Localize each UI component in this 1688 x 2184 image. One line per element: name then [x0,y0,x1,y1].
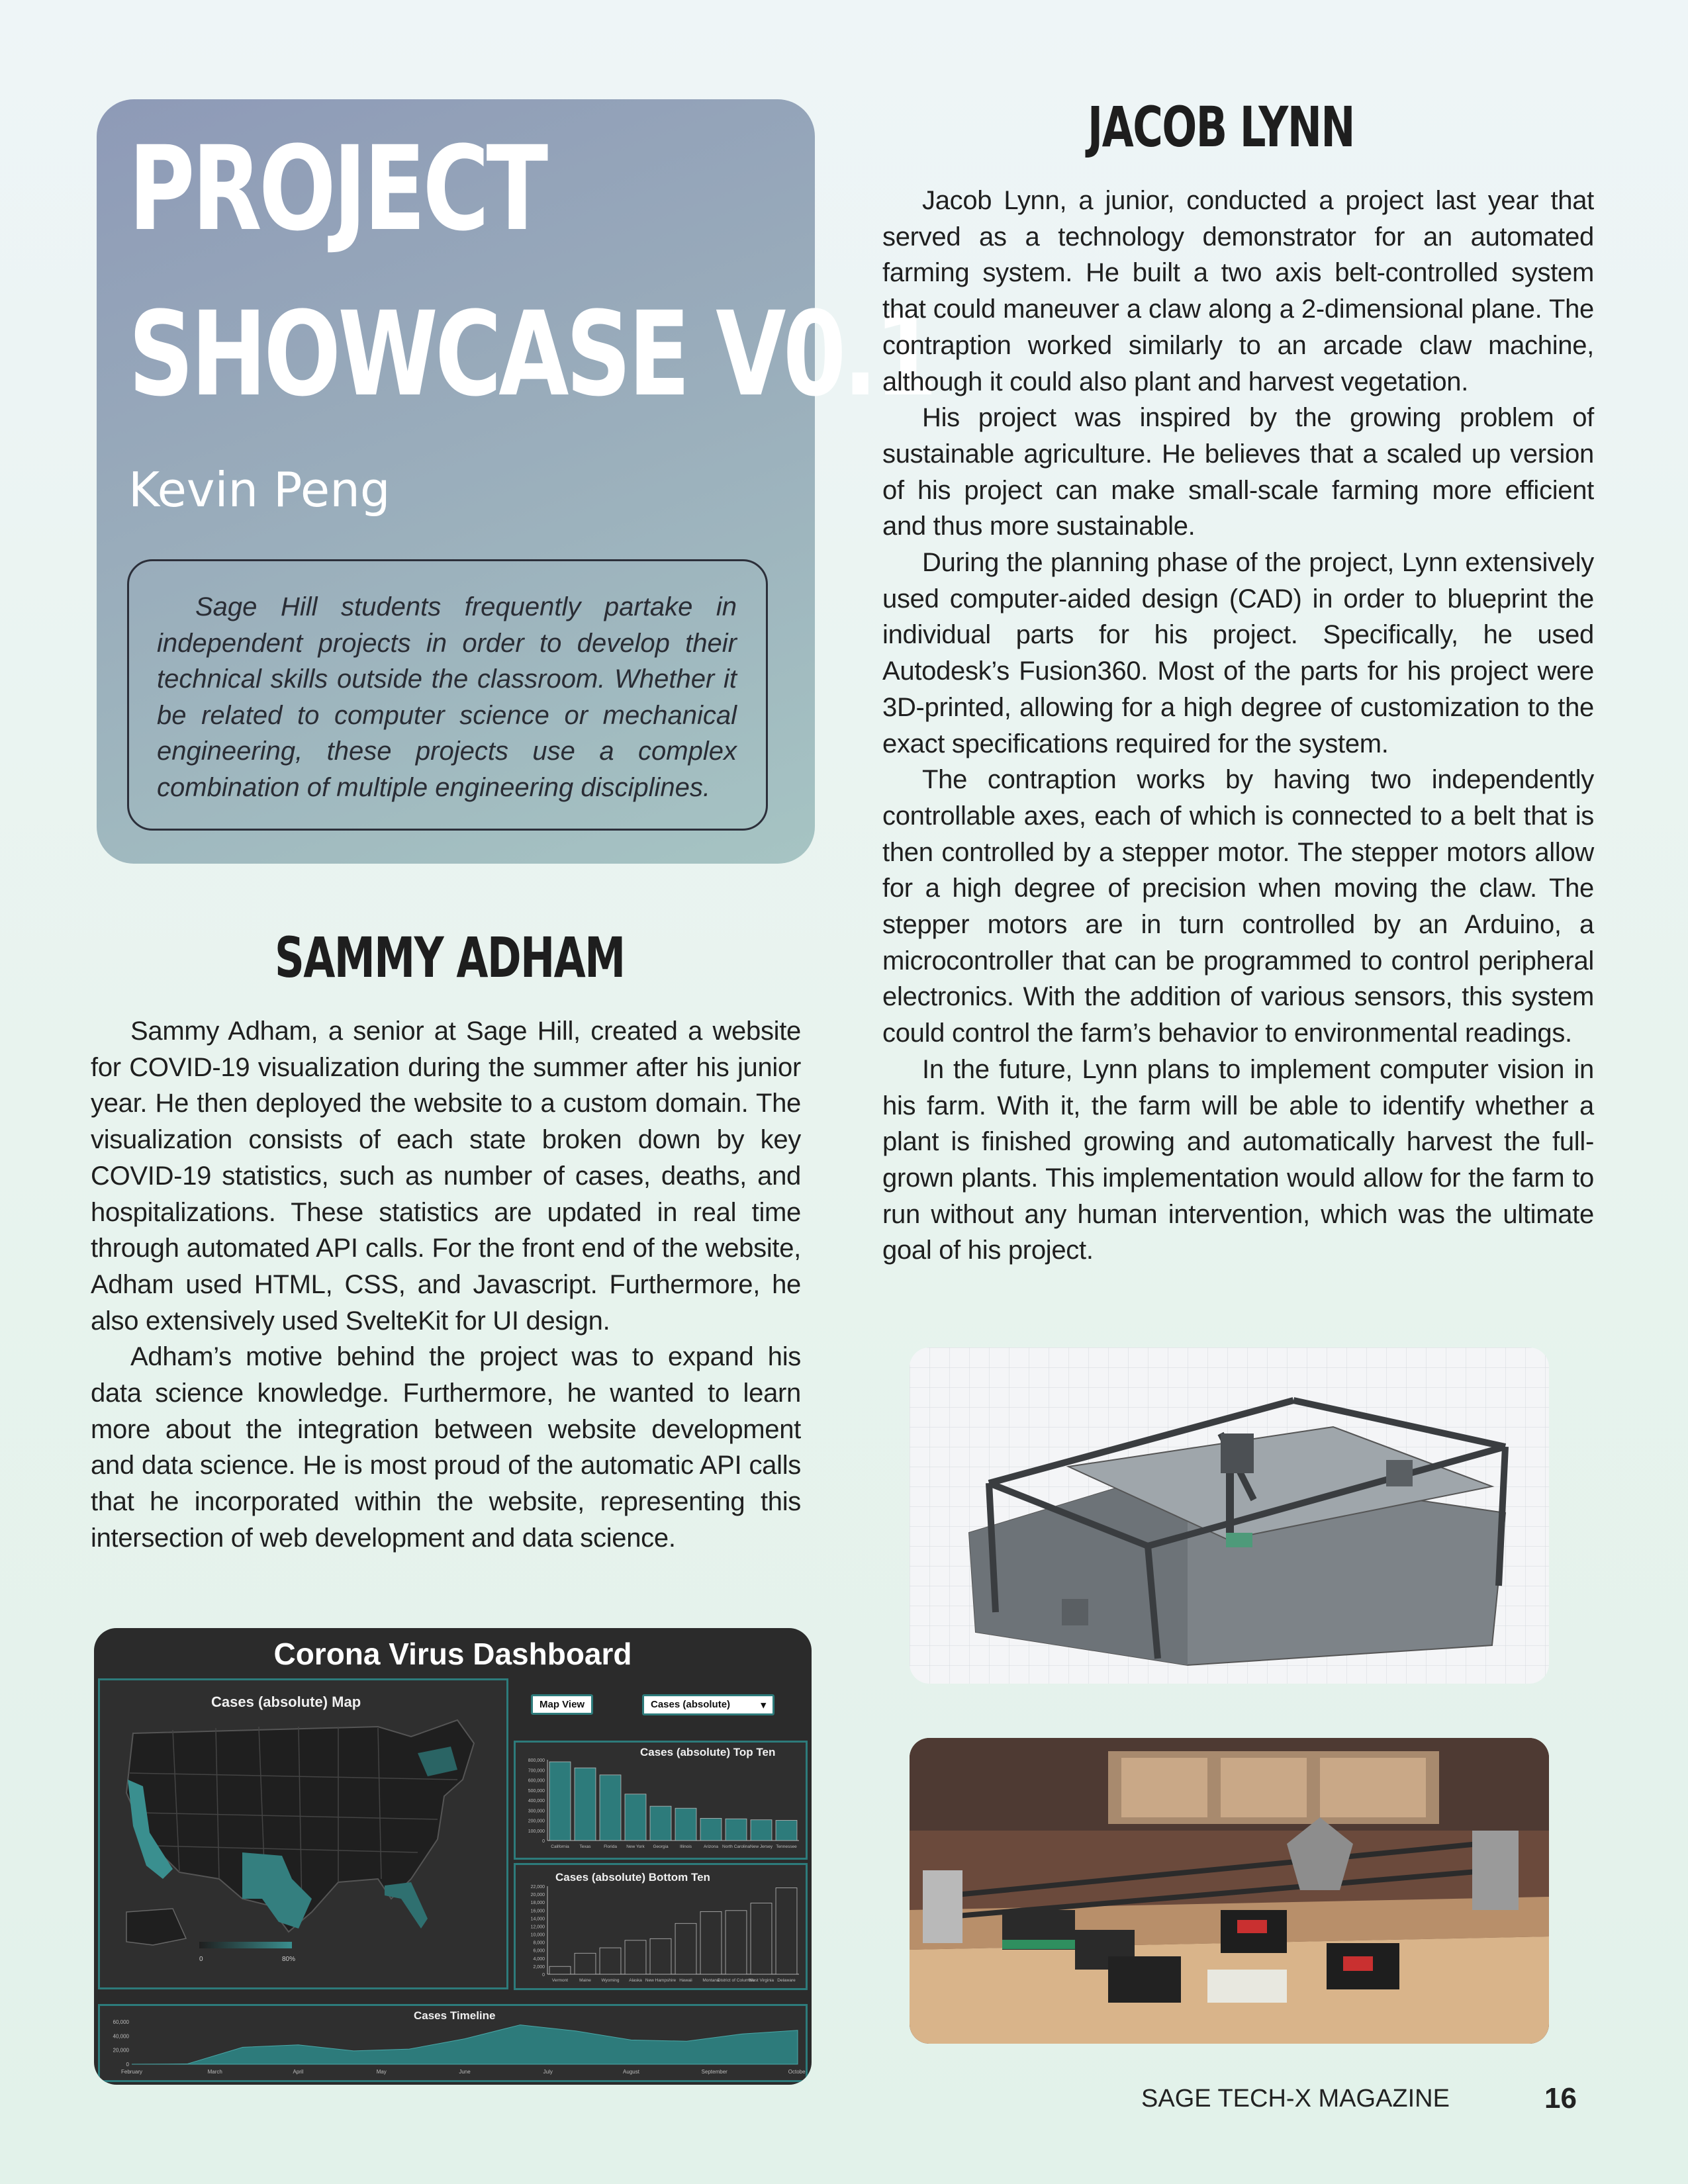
map-view-button[interactable]: Map View [531,1694,593,1715]
y-tick-label: 2,000 [533,1964,545,1970]
x-tick-label: District of Columbia [717,1978,755,1983]
y-tick-label: 400,000 [528,1799,545,1803]
jacob-paragraph: The contraption works by having two independently controllable axes, each of which is connected to a belt that is then controlled by a stepper motor. The stepper motors allow for a high degree of precision when moving the claw. The stepper motors are in turn controlled by an Arduino, a microcontroller that can be programmed to control peripheral electronics. With the addition of various sensors, this system could control the farm’s behavior to environmental readings. [882,765,1594,1048]
chart-title: Cases (absolute) Top Ten [640,1746,776,1758]
x-tick-label: April [293,2069,304,2075]
y-tick-label: 60,000 [113,2019,129,2025]
jacob-heading: JACOB LYNN [1088,95,1354,159]
chart-title: Cases (absolute) Bottom Ten [555,1871,710,1884]
y-tick-label: 22,000 [530,1885,545,1889]
timeline-chart [100,2006,806,2080]
alaska-shape [126,1909,186,1945]
y-tick-label: 100,000 [528,1829,545,1834]
author-name: Kevin Peng [128,462,391,518]
sammy-paragraph: Adham’s motive behind the project was to expand his data science knowledge. Furthermore, he wanted to learn more about the integration between website development and data science. He is most proud of the automatic API calls that he incorporated within the website, representing this intersection of web development and data science. [91,1342,801,1553]
x-tick-label: Maine [579,1978,591,1983]
bottom-ten-panel [514,1863,808,1990]
x-tick-label: July [543,2069,553,2075]
y-tick-label: 18,000 [530,1901,545,1906]
bar [776,1888,797,1974]
bar [776,1821,797,1841]
y-tick-label: 4,000 [533,1956,545,1962]
x-tick-label: Hawaii [679,1978,692,1983]
jacob-paragraph: Jacob Lynn, a junior, conducted a project last year that served as a technology demonstrator for an automated farming system. He built a two axis belt-controlled system that could maneuver a claw along a 2-dimensional plane. The contraption worked similarly to an arcade claw machine, although it could also plant and harvest vegetation. [882,186,1594,396]
y-tick-label: 8,000 [533,1940,545,1946]
jacob-paragraph: In the future, Lynn plans to implement computer vision in his farm. With it, the farm will be able to identify whether a plant is finished growing and automatically harvest the full-grown plants. This implementation would allow for the farm to run without any human intervention, which was the ultimate goal of his project. [882,1054,1594,1265]
sammy-heading: SAMMY ADHAM [275,925,625,990]
title-card [97,99,935,864]
us-map [100,1680,506,1987]
bar [549,1966,571,1974]
metric-select[interactable] [642,1694,774,1715]
map-legend-min: 0 [199,1956,203,1963]
jacob-article [882,183,1594,1269]
bar [700,1911,722,1974]
sammy-paragraph: Sammy Adham, a senior at Sage Hill, created a website for COVID-19 visualization during the summer after his junior year. He then deployed the website to a custom domain. The visualization consists of each state broken down by key COVID-19 statistics, such as number of cases, deaths, and hospitalizations. These statistics are updated in real time through automated API calls. For the front end of the website, Adham used HTML, CSS, and Javascript. Furthermore, he also extensively used SvelteKit for UI design. [91,1017,801,1336]
y-tick-label: 12,000 [530,1925,545,1930]
jacob-paragraph: His project was inspired by the growing problem of sustainable agriculture. He believes that a scaled up version of his project can make small-scale farming more efficient and thus more sustainable. [882,403,1594,541]
map-legend-bar [199,1942,292,1948]
top-ten-panel [514,1741,808,1860]
bar [675,1808,696,1841]
x-tick-label: New York [626,1844,645,1849]
y-tick-label: 0 [126,2062,129,2068]
map-panel [98,1678,508,1989]
bar [650,1938,671,1974]
bar [549,1762,571,1841]
bar [751,1820,772,1841]
y-tick-label: 10,000 [530,1933,545,1938]
y-tick-label: 14,000 [530,1917,545,1922]
y-tick-label: 0 [542,1839,545,1844]
page-title-line-1: PROJECT [128,121,545,257]
y-tick-label: 200,000 [528,1819,545,1824]
bar [575,1768,596,1841]
y-tick-label: 600,000 [528,1778,545,1784]
chevron-down-icon: ▾ [761,1700,766,1711]
x-tick-label: Georgia [653,1844,669,1849]
y-tick-label: 40,000 [113,2033,129,2040]
x-tick-label: Arizona [703,1844,719,1849]
chart-title: Cases Timeline [414,2009,496,2022]
intro-text: Sage Hill students frequently partake in independent projects in order to develop their technical skills outside the classroom. Whether it be related to computer science or mechanical engineering, these projects use a complex combination of multiple engineering disciplines. [157,592,737,802]
bar [600,1775,621,1841]
page-number: 16 [1544,2082,1577,2115]
x-tick-label: California [551,1844,569,1849]
sammy-article [91,1013,801,1557]
jacob-paragraph: During the planning phase of the project, Lynn extensively used computer-aided design (CAD) in order to blueprint the individual parts for his project. Specifically, he used Autodesk’s Fusion360. Most of the parts for his project were 3D-printed, allowing for a high degree of customization to the exact specifications required for the system. [882,548,1594,758]
bar [650,1806,671,1841]
y-tick-label: 300,000 [528,1809,545,1814]
x-tick-label: Texas [579,1844,591,1849]
bar [751,1903,772,1974]
y-tick-label: 0 [542,1973,545,1978]
bar [726,1819,747,1841]
bar [625,1940,646,1974]
x-tick-label: Alaska [629,1978,642,1983]
x-tick-label: October [788,2069,806,2075]
timeline-area [132,2025,798,2064]
x-tick-label: West Virginia [748,1978,774,1983]
x-tick-label: Tennessee [776,1844,797,1849]
x-tick-label: February [120,2069,143,2075]
y-tick-label: 500,000 [528,1788,545,1794]
y-tick-label: 16,000 [530,1909,545,1914]
map-legend-max: 80% [282,1956,296,1963]
page-title-line-2: SHOWCASE V0.1 [128,287,935,422]
bar [700,1818,722,1841]
dashboard-title: Corona Virus Dashboard [273,1637,632,1671]
metric-select-value: Cases (absolute) [651,1699,731,1710]
y-tick-label: 6,000 [533,1948,545,1954]
x-tick-label: Illinois [679,1844,692,1849]
florida-shape [385,1882,428,1929]
x-tick-label: Florida [604,1844,617,1849]
build-photo-image [910,1738,1549,2044]
bar [575,1953,596,1974]
timeline-panel [98,2004,808,2082]
bar [625,1794,646,1841]
x-tick-label: Vermont [551,1978,569,1983]
intro-box [127,559,768,831]
x-tick-label: March [207,2069,222,2075]
x-tick-label: June [459,2069,471,2075]
corona-dashboard [94,1628,812,2085]
x-tick-label: New Jersey [750,1844,773,1849]
x-tick-label: Montana [702,1978,720,1983]
x-tick-label: September [701,2069,727,2075]
bar [726,1911,747,1974]
x-tick-label: Wyoming [601,1978,620,1983]
top-ten-chart [516,1743,806,1858]
bar [675,1923,696,1974]
map-title: Cases (absolute) Map [211,1694,361,1710]
x-tick-label: North Carolina [722,1844,750,1849]
bottom-ten-chart [516,1865,806,1988]
footer-magazine-name: SAGE TECH-X MAGAZINE [1141,2085,1450,2113]
x-tick-label: August [623,2069,639,2075]
y-tick-label: 700,000 [528,1768,545,1774]
cad-render-image [910,1347,1549,1684]
x-tick-label: Delaware [777,1978,796,1983]
bar [600,1948,621,1974]
y-tick-label: 20,000 [530,1893,545,1898]
x-tick-label: New Hampshire [645,1978,677,1983]
x-tick-label: May [376,2069,387,2075]
y-tick-label: 800,000 [528,1758,545,1763]
y-tick-label: 20,000 [113,2047,129,2054]
